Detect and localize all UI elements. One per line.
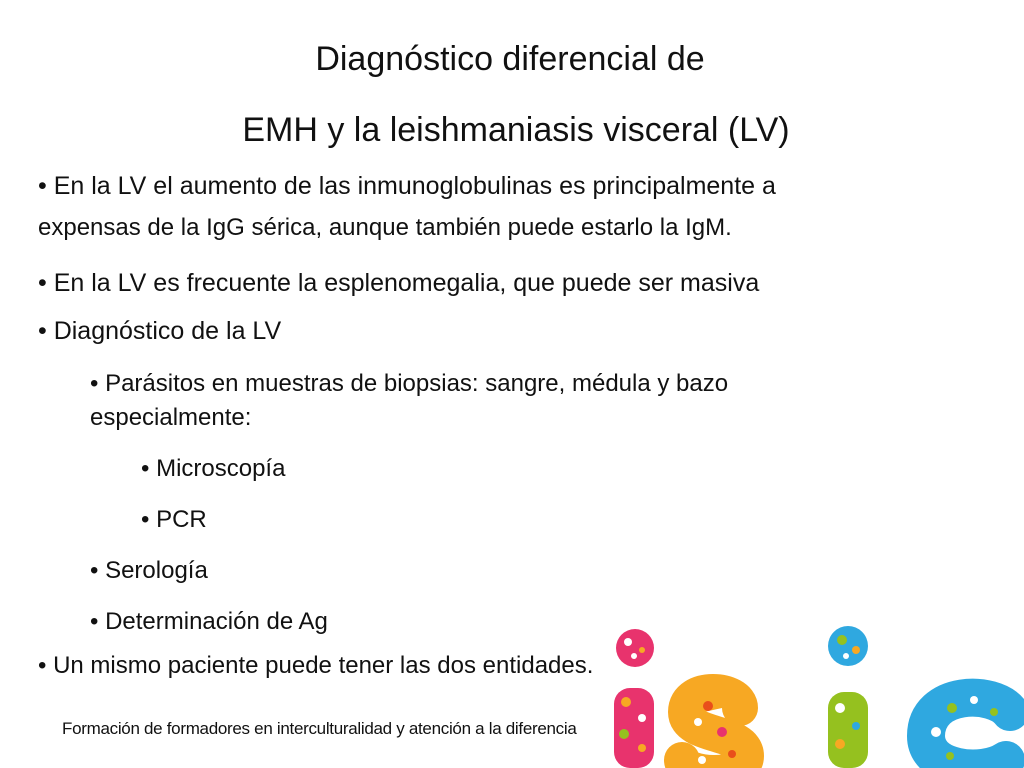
sub-bullet-serology: • Serología	[90, 557, 208, 584]
bullet-igg-line1: • En la LV el aumento de las inmunoglobulinas es principalmente a	[38, 172, 776, 200]
logo-c-letter	[926, 696, 1010, 768]
logo-s-letter	[682, 692, 746, 768]
bullet-igg-line2: expensas de la IgG sérica, aunque también puede estarlo la IgM.	[38, 214, 732, 241]
slide-title-line1: Diagnóstico diferencial de	[315, 40, 705, 78]
logo-i-stem	[614, 688, 654, 768]
logo-i2-stem	[828, 692, 868, 768]
bullet-both-entities: • Un mismo paciente puede tener las dos entidades.	[38, 652, 594, 679]
slide-title-line2: EMH y la leishmaniasis visceral (LV)	[242, 111, 790, 149]
footer-text: Formación de formadores en interculturalidad y atención a la diferencia	[62, 719, 577, 738]
logo-i2-dot	[828, 626, 868, 666]
isic-logo	[590, 620, 1024, 768]
sub-bullet-parasites-line1: • Parásitos en muestras de biopsias: sangre, médula y bazo	[90, 370, 729, 397]
bullet-diagnosis: • Diagnóstico de la LV	[38, 317, 282, 345]
sub-sub-bullet-pcr: • PCR	[141, 506, 207, 533]
sub-bullet-parasites-line2: especialmente:	[90, 404, 252, 431]
bullet-splenomegaly: • En la LV es frecuente la esplenomegalia, que puede ser masiva	[38, 269, 760, 297]
sub-bullet-antigen: • Determinación de Ag	[90, 608, 328, 635]
logo-i-dot	[616, 629, 654, 667]
sub-sub-bullet-microscopy: • Microscopía	[141, 455, 286, 482]
